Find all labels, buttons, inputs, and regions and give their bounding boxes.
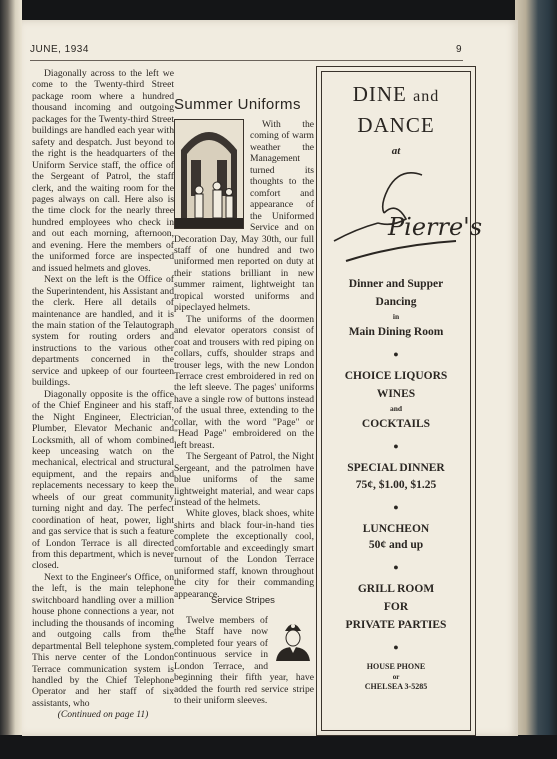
ad-line: CHOICE LIQUORS — [344, 370, 448, 382]
paragraph: Next on the left is the Office of the Superintendent, his Assistant and the clerk. Here all details of maintenance are handled, and it is the main station of the Telautograph system for routing orders and instructions to the various other departments concerned in the service and upkeep of our fourteen buildings. — [32, 274, 174, 389]
paragraph: Diagonally opposite is the office of the Chief Engineer and his staff, the Night Engineer, Electrician, Plumber, Elevator Mechanic and Locksmith, all of whom combined keep unceasing watch on the mechanical, electrical and structural equipment, and the repairs and replacements necessary to keep the wheels of our great community turning night and day. The perfect coordination of heat, power, light and gas service that is such a feature of London Terrace is all directed from this department, which is never closed. — [32, 388, 174, 572]
ad-line: LUNCHEON — [362, 523, 430, 535]
ad-line: in — [392, 312, 400, 321]
bullet: ● — [393, 642, 399, 652]
binder-top-edge — [0, 0, 557, 22]
paragraph: The uniforms of the doormen and elevator operators consist of coat and trousers with red piping on collars, cuffs, shoulder straps and trouser legs, with the new London Terrace crest embroidered in red on the left sleeve. The pages' uniforms have a single row of buttons instead of the usual three, extending to the collar, with the word "Page" or "Head Page" embroidered on the left breast. — [174, 313, 314, 451]
bullet: ● — [393, 349, 399, 359]
section-title: Summer Uniforms — [174, 96, 301, 113]
pierres-advertisement — [316, 66, 483, 736]
ad-inner-border — [321, 71, 483, 731]
ad-line: FOR — [383, 601, 409, 613]
subheading-service-stripes: Service Stripes — [211, 595, 275, 606]
pierres-logo — [326, 161, 483, 271]
ad-line: GRILL ROOM — [357, 583, 435, 595]
ad-at: at — [391, 145, 401, 157]
ad-line: PRIVATE PARTIES — [345, 619, 447, 631]
uniformed-staff-illustration — [174, 119, 244, 229]
svg-text:Pierre's: Pierre's — [388, 213, 483, 241]
paragraph: Next to the Engineer's Office, on the left, is the main telephone switchboard handling over a million house phone connections a year, not including the thousands of incoming and outgoing calls from the departmental Bell telephone system. This nerve center of the London Terrace communication system is handled by the Chief Telephone Operator and her staff of six assistants, who — [32, 571, 174, 709]
ad-line: Main Dining Room — [348, 326, 444, 338]
page-header — [30, 44, 462, 60]
ad-headline-dance: DANCE — [357, 113, 435, 137]
page-number: 9 — [455, 44, 462, 55]
service-stripes-text-block — [174, 615, 314, 707]
ad-line: CHELSEA 3-5285 — [364, 682, 428, 691]
ad-line: WINES — [376, 388, 416, 400]
header-rule — [30, 60, 463, 61]
issue-date: JUNE, 1934 — [30, 44, 89, 55]
binder-right-edge — [515, 0, 557, 759]
continued-note: (Continued on page 11) — [57, 709, 149, 721]
bullet: ● — [393, 441, 399, 451]
ad-line: Dinner and Supper — [348, 278, 444, 290]
paragraph: White gloves, black shoes, white shirts and black four-in-hand ties complete the exceptionally cool, comfortable and exceedingly smart turnout of the London Terrace uniformed staff, known throughout the city for their commanding appearance. — [174, 508, 314, 600]
ad-headline-dine: DINE and — [352, 82, 440, 106]
policeman-illustration — [272, 617, 314, 661]
bullet: ● — [393, 562, 399, 572]
ad-line: COCKTAILS — [361, 418, 431, 430]
ad-line: 75¢, $1.00, $1.25 — [355, 479, 437, 491]
ad-line: or — [392, 673, 400, 681]
paragraph: Twelve members of the Staff have now completed four years of continuous service in London Terrace, and beginning their fifth year, have added the fourth red service stripe to their uniform sleeves. — [174, 615, 314, 707]
ad-line: 50¢ and up — [368, 539, 424, 551]
ad-line: SPECIAL DINNER — [347, 462, 445, 474]
paragraph: With the coming of warm weather the Management turned its thoughts to the comfort and appearance of the Uniformed Service and on Decoration Day, May 30th, our full staff of one hundred and two uniformed men reported on duty at their stations brilliant in new summer raiment, lightweight tan tropical worsted uniforms and pipeclayed helmets. — [174, 119, 314, 314]
article-column-middle — [174, 119, 314, 600]
ad-line: HOUSE PHONE — [366, 662, 426, 671]
ad-line: Dancing — [375, 296, 417, 308]
paragraph: Diagonally across to the left we come to the Twenty-third Street package room where a hundred thousand incoming and outgoing packages for the Twenty-third Street buildings are handled each year with safety and despatch. Just beyond to the right is the headquarters of the Uniform Service staff, the office of the Sergeant of Patrol, the staff clerk, and the waiting room for the pages always on call. Here also is the time clock for the nearly three hundred employees who check in and out each morning, afternoon, and evening. Here the members of the uniformed force are inspected and issued helmets and gloves. — [32, 68, 174, 274]
binder-bottom-edge — [0, 735, 557, 759]
binder-left-edge — [0, 0, 22, 759]
article-column-left — [32, 68, 174, 721]
paragraph: The Sergeant of Patrol, the Night Sergeant, and the patrolmen have blue uniforms of the same lightweight material, and wear caps instead of the helmets. — [174, 451, 314, 508]
magazine-page — [22, 20, 518, 736]
ad-line: and — [389, 404, 403, 413]
bullet: ● — [393, 502, 399, 512]
